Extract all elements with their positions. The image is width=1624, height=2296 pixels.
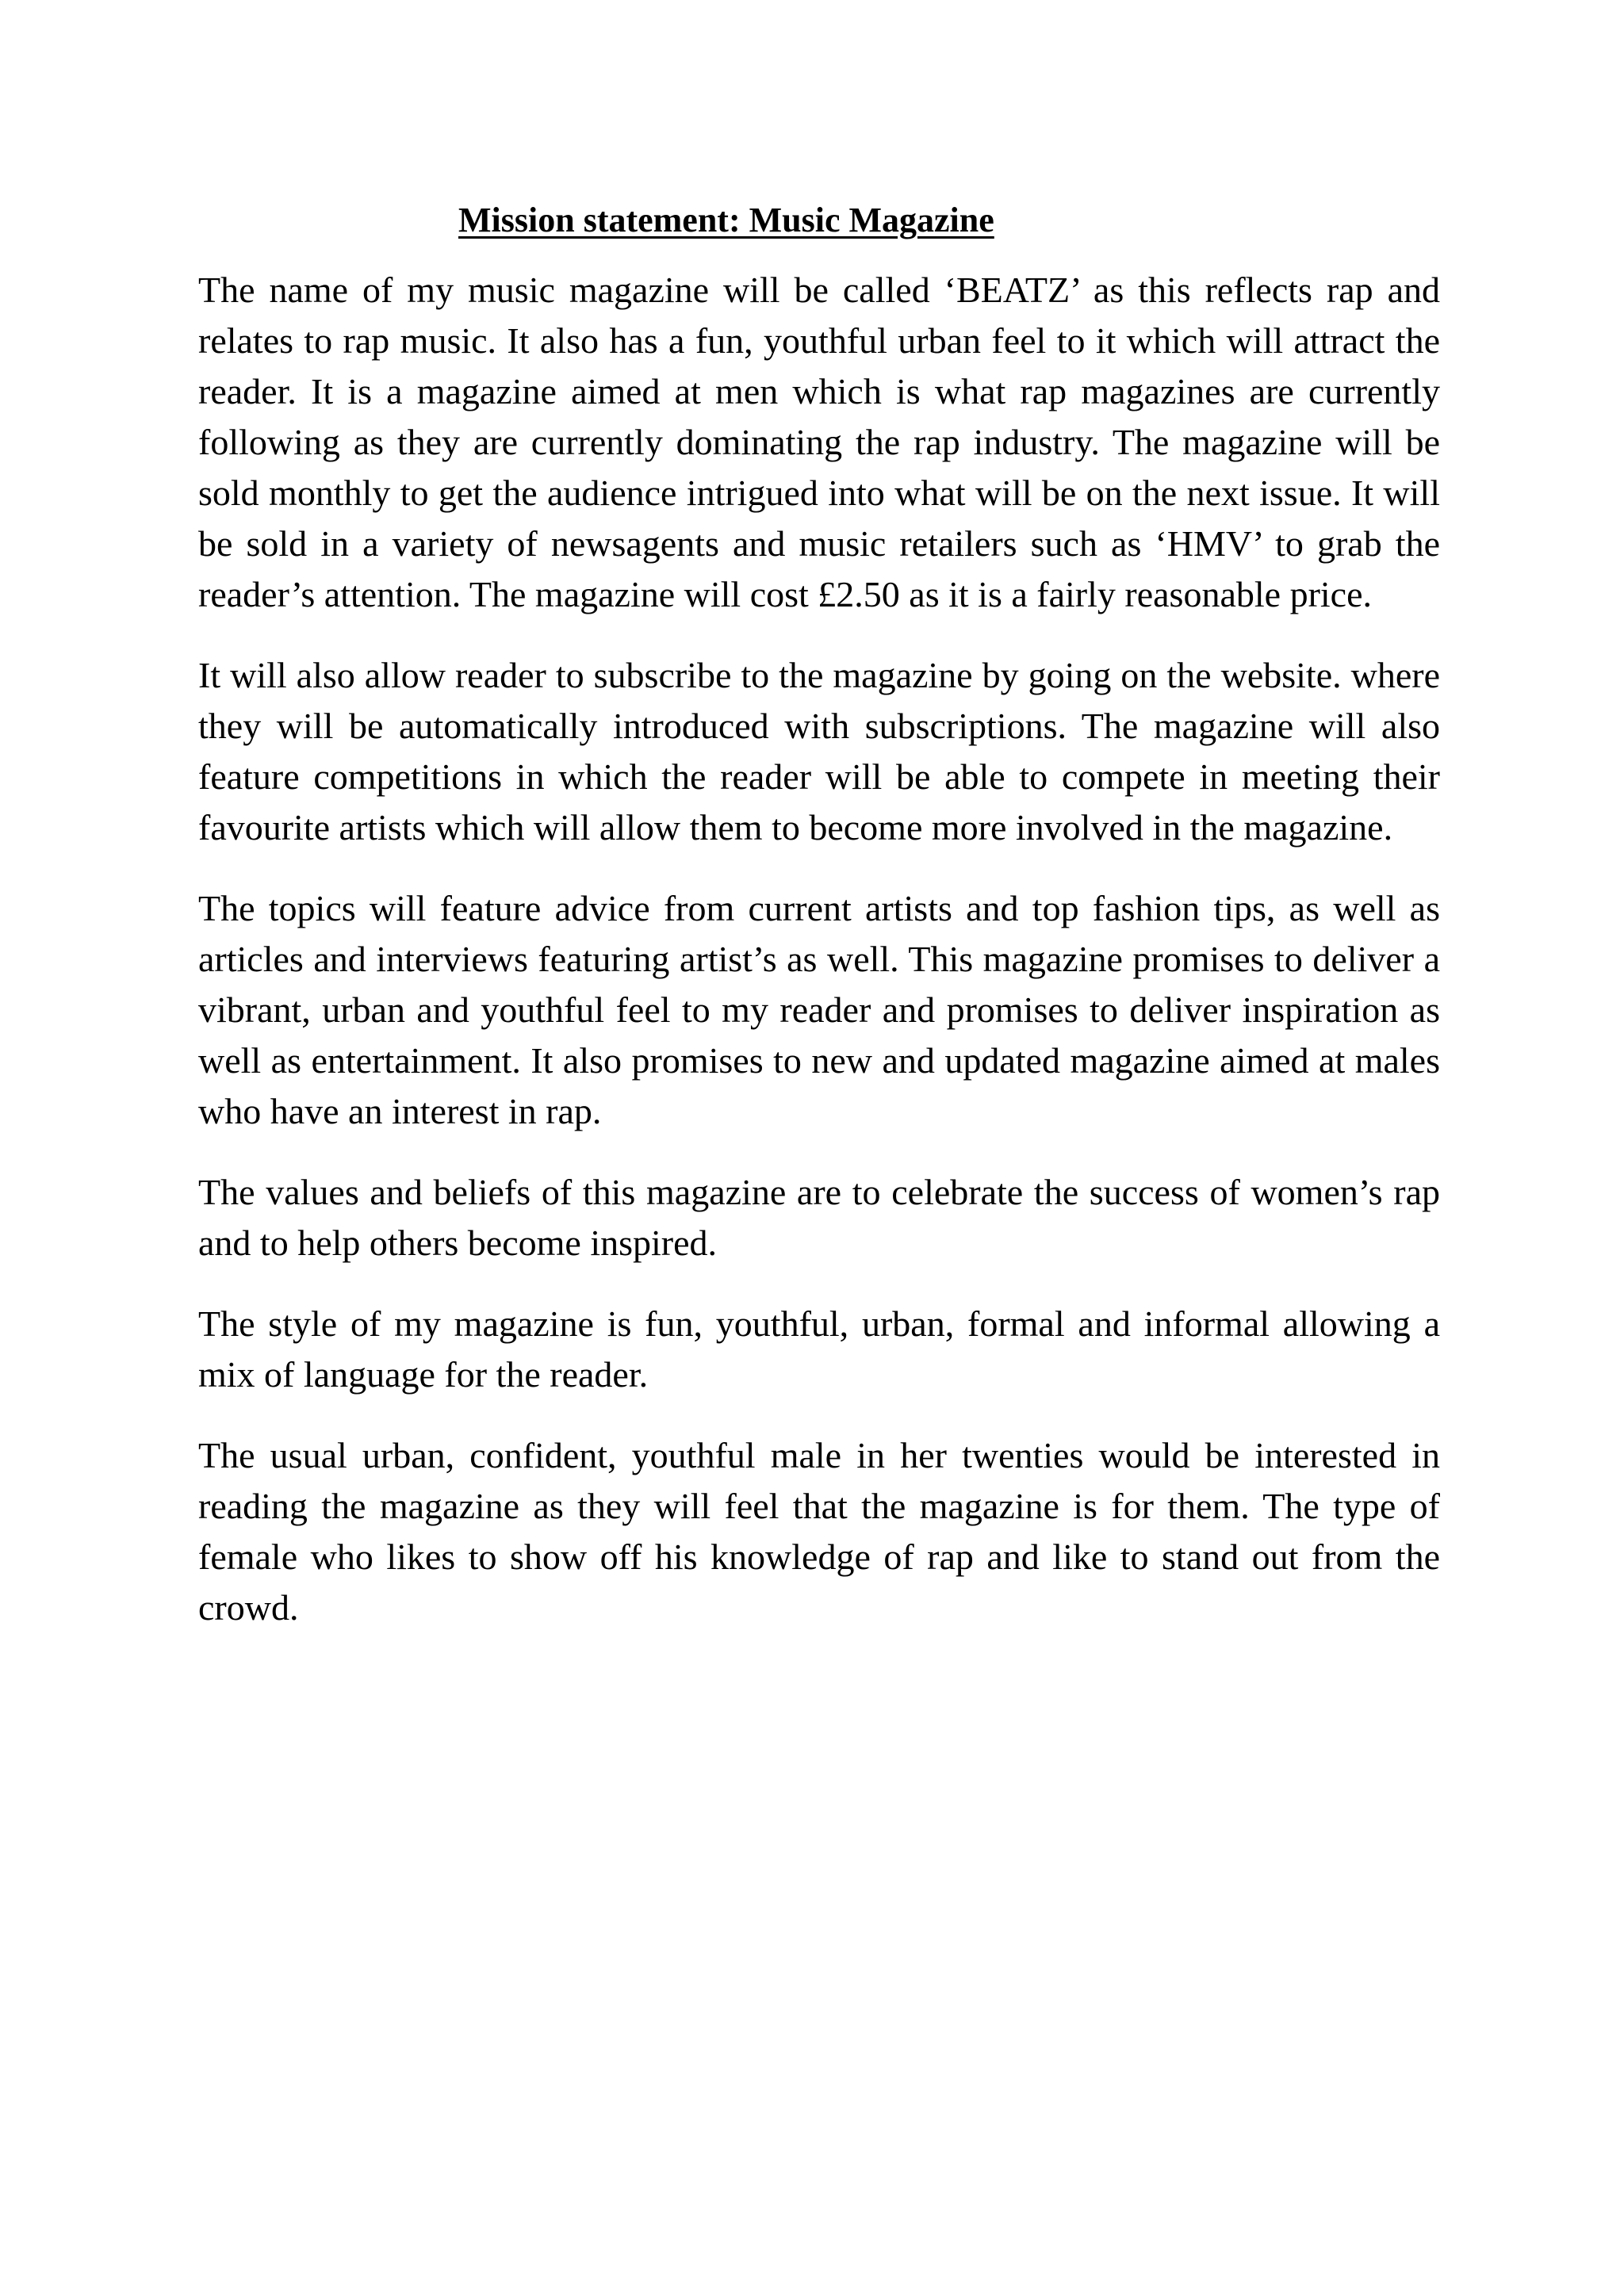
- document-body: [198, 197, 1440, 1663]
- paragraph-topics: The topics will feature advice from current artists and top fashion tips, as well as articles and interviews featuring artist’s as well. This magazine promises to deliver a vibrant, urban and youthful feel to my reader and promises to deliver inspiration as well as entertainment. It also promises to new and updated magazine aimed at males who have an interest in rap.: [198, 888, 1440, 1131]
- paragraph-style: The style of my magazine is fun, youthful, urban, formal and informal allowing a mix of language for the reader.: [198, 1303, 1440, 1395]
- document-title: Mission statement: Music Magazine: [458, 201, 994, 239]
- paragraph-name-and-distribution: The name of my music magazine will be called ‘BEATZ’ as this reflects rap and relates to rap music. It also has a fun, youthful urban feel to it which will attract the reader. It is a magazine aimed at men which is what rap magazines are currently following as they are currently dominating the rap industry. The magazine will be sold monthly to get the audience intrigued into what will be on the next issue. It will be sold in a variety of newsagents and music retailers such as ‘HMV’ to grab the reader’s attention. The magazine will cost £2.50 as it is a fairly reasonable price.: [198, 270, 1440, 614]
- paragraph-subscriptions: It will also allow reader to subscribe to the magazine by going on the website. where they will be automatically introduced with subscriptions. The magazine will also feature competitions in which the reader will be able to compete in meeting their favourite artists which will allow them to become more involved in the magazine.: [198, 655, 1440, 848]
- paragraph-audience: The usual urban, confident, youthful male in her twenties would be interested in reading the magazine as they will feel that the magazine is for them. The type of female who likes to show off his knowledge of rap and like to stand out from the crowd.: [198, 1435, 1440, 1628]
- paragraph-values: The values and beliefs of this magazine are to celebrate the success of women’s rap and to help others become inspired.: [198, 1172, 1440, 1263]
